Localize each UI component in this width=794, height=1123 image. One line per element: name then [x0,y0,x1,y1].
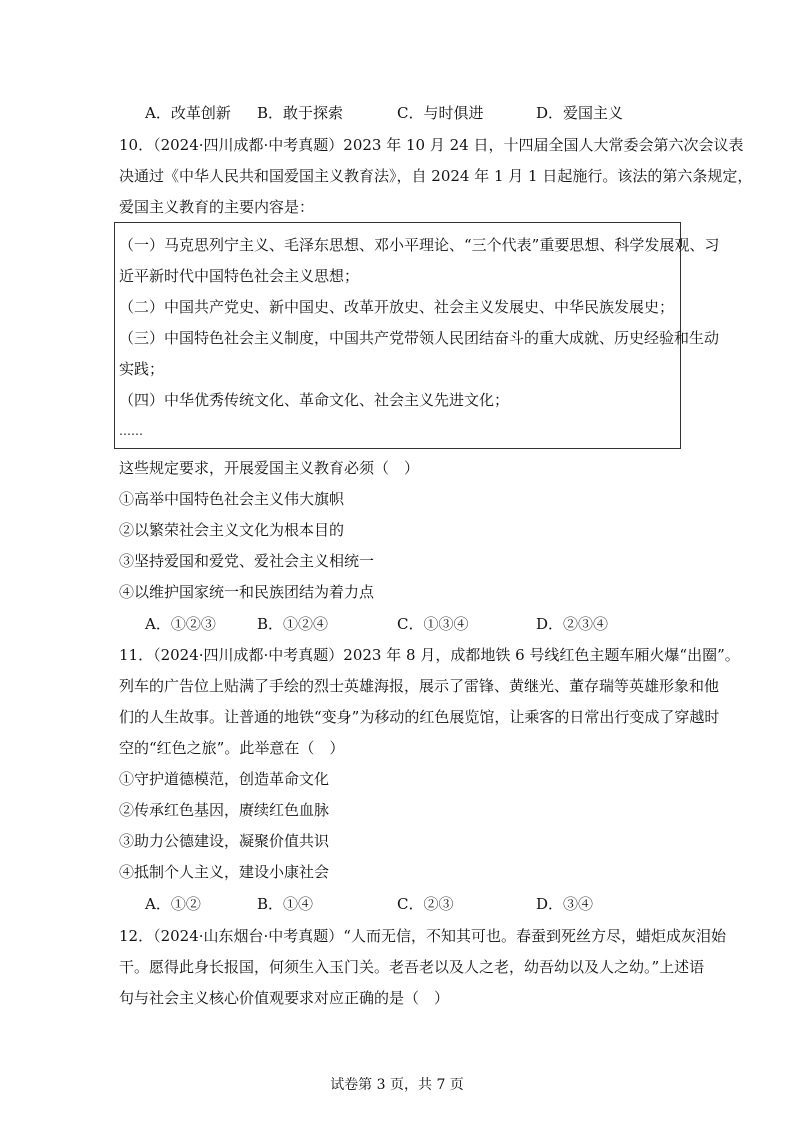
q11-item-4: ④抵制个人主义，建设小康社会 [119,863,330,881]
q12-stem-line: 12．（2024·山东烟台·中考真题）“人而无信，不知其可也。春蚕到死丝方尽，蜡炬成灰泪始 [119,927,726,945]
q10-stem-line: 决通过《中华人民共和国爱国主义教育法》，自 2024 年 1 月 1 日起施行。该法的第六条规定， [119,167,753,185]
q11-item-3: ③助力公德建设，凝聚价值共识 [119,832,330,850]
q12-stem-line: 句与社会主义核心价值观要求对应正确的是（ ） [119,989,450,1007]
q10-box-line: （三）中国特色社会主义制度，中国共产党带领人民团结奋斗的重大成就、历史经验和生动 [119,329,720,347]
q9-option-d: D．爱国主义 [536,104,624,122]
q10-box-line: 近平新时代中国特色社会主义思想； [119,267,360,285]
q11-option-d: D．③④ [536,895,594,913]
q11-option-a: A．①② [145,895,201,913]
q10-box-line: （四）中华优秀传统文化、革命文化、社会主义先进文化； [119,391,510,409]
q10-box-ellipsis: …… [119,424,143,438]
q10-option-a: A．①②③ [145,615,216,633]
q10-option-b: B．①②④ [257,615,329,633]
q10-option-c: C．①③④ [397,615,469,633]
q9-option-a: A．改革创新 [145,104,231,122]
q10-box-line: （一）马克思列宁主义、毛泽东思想、邓小平理论、“三个代表”重要思想、科学发展观、习 [119,236,720,254]
q10-item-3: ③坚持爱国和爱党、爱社会主义相统一 [119,552,375,570]
q9-option-b: B．敢于探索 [257,104,344,122]
q10-question: 这些规定要求，开展爱国主义教育必须（ ） [119,459,420,477]
q10-item-4: ④以维护国家统一和民族团结为着力点 [119,583,375,601]
q11-item-1: ①守护道德模范，创造革命文化 [119,770,330,788]
q10-box-line: 实践； [119,360,165,378]
q9-option-c: C．与时俱进 [397,104,484,122]
q11-stem-line: 空的“红色之旅”。此举意在（ ） [119,739,345,757]
q10-box-line: （二）中国共产党史、新中国史、改革开放史、社会主义发展史、中华民族发展史； [119,298,675,316]
q12-stem-line: 干。愿得此身长报国，何须生入玉门关。老吾老以及人之老，幼吾幼以及人之幼。”上述语 [119,958,705,976]
q11-option-c: C．②③ [397,895,454,913]
q11-stem-line: 们的人生故事。让普通的地铁“变身”为移动的红色展览馆，让乘客的日常出行变成了穿越时 [119,708,720,726]
q10-stem-line: 爱国主义教育的主要内容是： [119,198,315,216]
q11-item-2: ②传承红色基因，赓续红色血脉 [119,801,330,819]
q10-item-2: ②以繁荣社会主义文化为根本目的 [119,521,345,539]
q10-item-1: ①高举中国特色社会主义伟大旗帜 [119,490,345,508]
q11-option-b: B．①④ [257,895,314,913]
q10-option-d: D．②③④ [536,615,609,633]
q10-stem-line: 10．（2024·四川成都·中考真题）2023 年 10 月 24 日，十四届全国人大常委会第六次会议表 [119,136,744,154]
page-footer: 试卷第 3 页，共 7 页 [330,1077,464,1093]
q11-stem-line: 列车的广告位上贴满了手绘的烈士英雄海报，展示了雷锋、黄继光、董存瑞等英雄形象和他 [119,677,720,695]
q11-stem-line: 11．（2024·四川成都·中考真题）2023 年 8 月，成都地铁 6 号线红色主题车厢火爆“出圈”。 [119,646,740,664]
